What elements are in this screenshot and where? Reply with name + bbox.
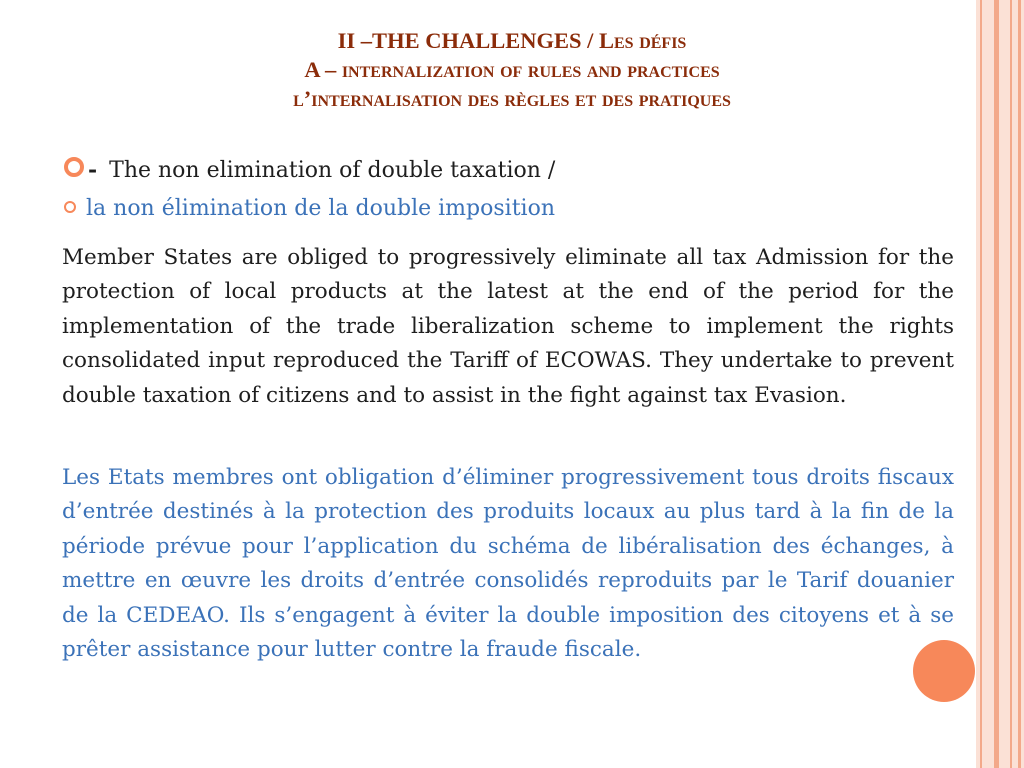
stripe-line xyxy=(980,0,982,768)
bullet-text-english: The non elimination of double taxation / xyxy=(109,158,556,183)
paragraph-french: Les Etats membres ont obligation d’éliminer progressivement tous droits fiscaux d’entrée destinés à la protection des produits locaux au plus tard à la fin de la période prévue pour l’application du schéma de libéralisation des échanges, à mettre en œuvre les droits d’entrée consolidés reproduits par le Tarif douanier de la CEDEAO. Ils s’engagent à éviter la double imposition des citoyens et à se prêter assistance pour lutter contre la fraude fiscale. xyxy=(62,465,954,663)
slide-title xyxy=(0,26,1024,113)
title-line-1-french: Les défis xyxy=(599,28,687,53)
title-line-1 xyxy=(0,26,1024,55)
title-line-3: l’internalisation des règles et des pratiques xyxy=(293,86,731,111)
ring-bullet-icon xyxy=(64,157,84,177)
stripe-line xyxy=(994,0,999,768)
paragraph-english: Member States are obliged to progressively eliminate all tax Admission for the protection of local products at the latest at the end of the period for the implementation of the trade liberalization scheme to implement the rights consolidated input reproduced the Tariff of ECOWAS. They undertake to prevent double taxation of citizens and to assist in the fight against tax Evasion. xyxy=(62,245,954,408)
stripe-line xyxy=(1018,0,1021,768)
decorative-stripes xyxy=(976,0,1024,768)
bullet-item-french xyxy=(64,196,555,221)
title-line-1-main: II –THE CHALLENGES / xyxy=(337,28,599,53)
title-line-2: A – internalization of rules and practices xyxy=(304,57,720,82)
bullet-text-french: la non élimination de la double imposition xyxy=(86,196,555,221)
stripe-line xyxy=(1010,0,1012,768)
bullet-item-english xyxy=(64,157,555,183)
ring-bullet-small-icon xyxy=(64,201,76,213)
bullet-dash: - xyxy=(88,157,98,183)
decorative-orange-circle xyxy=(913,640,975,702)
